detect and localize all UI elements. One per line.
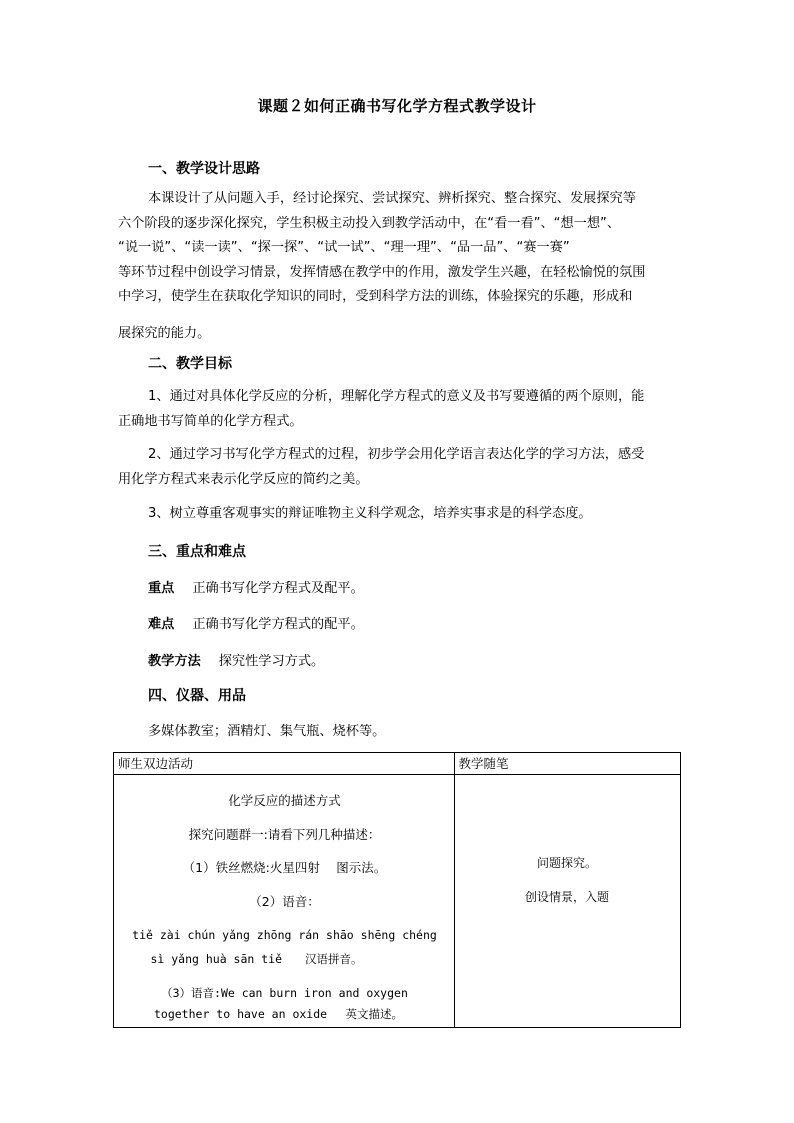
- goal-2: 2、通过学习书写化学方程式的过程，初步学会用化学语言表达化学的学习方法，感受 用化学方程式来表示化学反应的简约之美。: [118, 447, 645, 487]
- difficulty-label: 难点: [148, 617, 175, 632]
- section-heading-goals: 二、教学目标: [148, 356, 232, 372]
- table-header-activities: 师生双边活动: [114, 753, 455, 775]
- paragraph-line: 等环节过程中创设学习情景，发挥情感在教学中的作用，激发学生兴趣，在轻松愉悦的氛围: [118, 264, 646, 280]
- key-point-line: [148, 577, 364, 596]
- english-line: together to have an oxide 英文描述。: [153, 1007, 403, 1021]
- method-line: [148, 650, 324, 669]
- key-point-label: 重点: [148, 581, 175, 596]
- note-line: 问题探究。: [537, 856, 598, 870]
- difficulty-line: [148, 613, 364, 632]
- cell-line: （2）语音：: [249, 894, 320, 909]
- pinyin-line: sì yǎng huà sān tiě 汉语拼音。: [150, 952, 363, 966]
- table-header-row: [114, 753, 681, 775]
- method-text: 探究性学习方式。: [218, 654, 325, 669]
- table-row: [114, 775, 681, 1028]
- english-line: （3）语音:We can burn iron and oxygen: [161, 986, 408, 1000]
- section-heading-design-idea: 一、教学设计思路: [148, 161, 260, 177]
- notes-cell: [454, 775, 680, 1028]
- paragraph-line: “说一说”、“读一读”、“探一探”、“试一试”、“理一理”、“品一品”、“赛一赛”: [118, 240, 570, 255]
- goal-3: 3、树立尊重客观事实的辩证唯物主义科学观念，培养实事求是的科学态度。: [148, 506, 592, 521]
- cell-line: （1）铁丝燃烧:火星四射 图示法。: [182, 860, 387, 875]
- paragraph-line: 六个阶段的逐步深化探究，学生积极主动投入到教学活动中，在“看一看”、“想一想”、: [118, 215, 621, 231]
- section-heading-equipment: 四、仪器、用品: [148, 688, 246, 704]
- cell-line: 探究问题群一:请看下列几种描述：: [188, 827, 381, 842]
- paragraph-line: 中学习，使学生在获取化学知识的同时，受到科学方法的训练，体验探究的乐趣，形成和: [118, 289, 633, 304]
- activity-table: [113, 752, 681, 1028]
- equipment-text: 多媒体教室；酒精灯、集气瓶、烧杯等。: [148, 724, 386, 739]
- activities-cell: [114, 775, 455, 1028]
- paragraph-line: 展探究的能力。: [118, 325, 211, 341]
- goal-1: 1、通过对具体化学反应的分析，理解化学方程式的意义及书写要遵循的两个原则，能 正确地书写简单的化学方程式。: [118, 389, 645, 429]
- cell-line: 化学反应的描述方式: [228, 793, 341, 808]
- section-heading-key-points: 三、重点和难点: [148, 544, 246, 560]
- method-label: 教学方法: [148, 654, 201, 669]
- table-header-notes: 教学随笔: [454, 753, 680, 775]
- pinyin-line: tiě zài chún yǎng zhōng rán shāo shēng chéng: [132, 928, 437, 942]
- key-point-text: 正确书写化学方程式及配平。: [192, 581, 364, 596]
- design-idea-paragraph: [118, 187, 678, 346]
- note-line: 创设情景，入题: [525, 890, 610, 904]
- paragraph-line: 本课设计了从问题入手，经讨论探究、尝试探究、辨析探究、整合探究、发展探究等: [148, 191, 636, 206]
- difficulty-text: 正确书写化学方程式的配平。: [192, 617, 364, 632]
- document-title: 课题２如何正确书写化学方程式教学设计: [257, 97, 537, 115]
